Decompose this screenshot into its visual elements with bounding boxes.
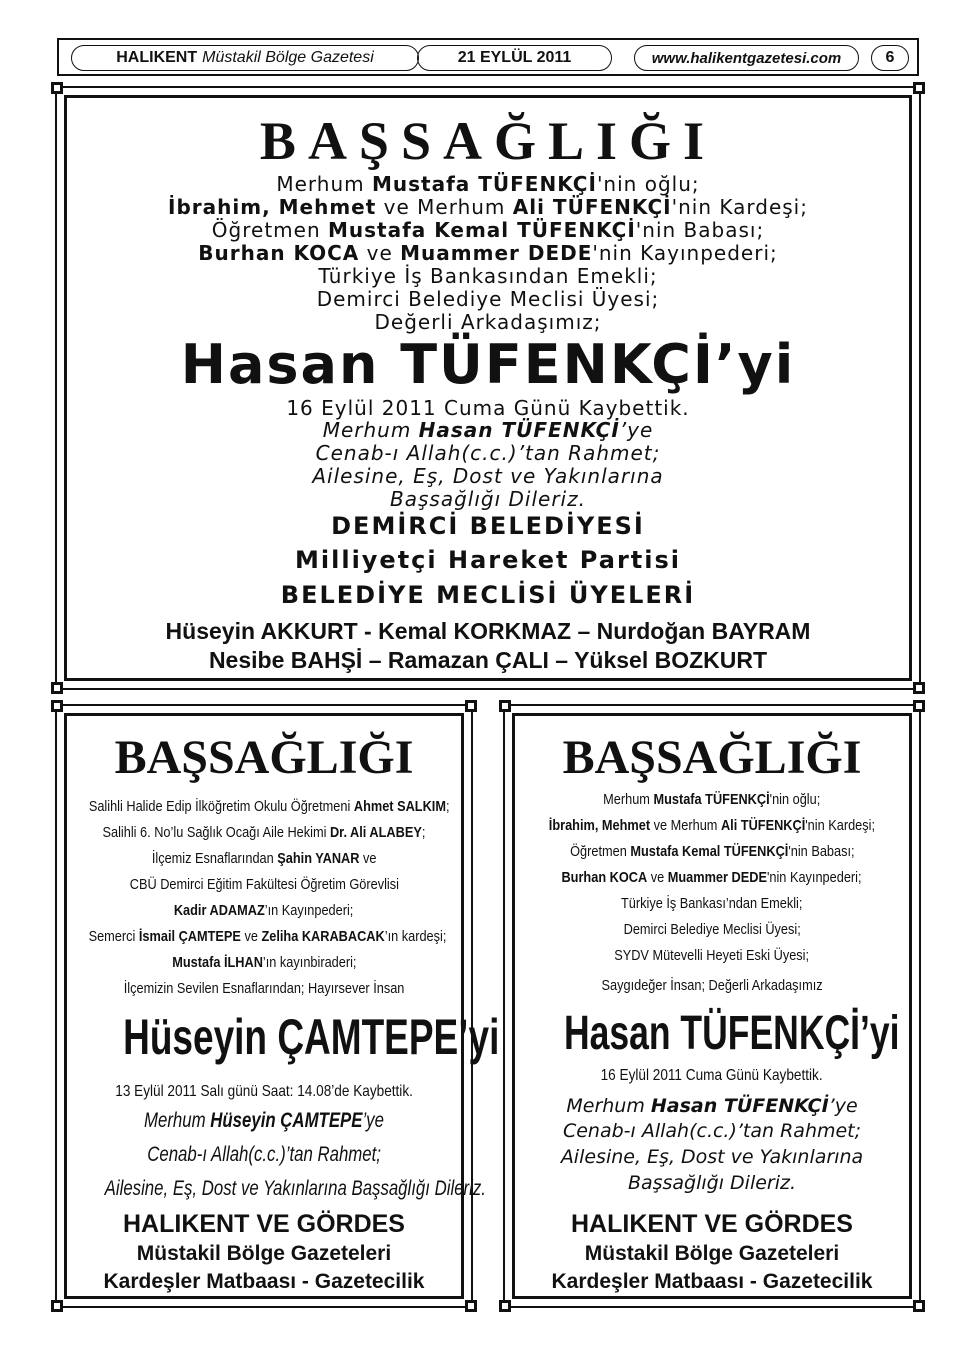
text-line: CBÜ Demirci Eğitim Fakültesi Öğretim Görevlisi <box>129 876 399 893</box>
deceased-name: Hasan TÜFENKÇİ’yi <box>180 333 796 396</box>
text-line: Salihli 6. No’lu Sağlık Ocağı Aile Hekimi Dr. Ali ALABEY; <box>102 824 426 841</box>
condolence-ad-top <box>55 86 921 690</box>
page-header <box>57 38 919 76</box>
text-line: 13 Eylül 2011 Salı günü Saat: 14.08’de Kaybettik. <box>115 1083 413 1100</box>
text-line: Merhum Hasan TÜFENKÇİ’ye <box>322 418 654 442</box>
text-line: Öğretmen Mustafa Kemal TÜFENKÇİ'nin Babası; <box>569 843 855 860</box>
ad-title: BAŞSAĞLIĞI <box>114 731 414 784</box>
corner-ornament <box>465 1300 477 1312</box>
text-line: İbrahim, Mehmet ve Merhum Ali TÜFENKÇİ'nin Kardeşi; <box>168 195 808 219</box>
text-line: Mustafa İLHAN’ın kayınbiraderi; <box>171 954 357 971</box>
paper-name-sub: Müstakil Bölge Gazetesi <box>202 49 374 66</box>
text-line: Başsağlığı Dileriz. <box>627 1172 797 1194</box>
text-line: Cenab-ı Allah(c.c.)’tan Rahmet; <box>315 441 661 465</box>
text-line: Demirci Belediye Meclisi Üyesi; <box>316 287 660 311</box>
website-link[interactable]: www.halikentgazetesi.com <box>634 45 859 71</box>
signature-line: HALIKENT VE GÖRDES <box>123 1210 405 1238</box>
text-line: 16 Eylül 2011 Cuma Günü Kaybettik. <box>286 396 690 420</box>
text-line: Değerli Arkadaşımız; <box>374 310 602 334</box>
corner-ornament <box>51 1300 63 1312</box>
text-line: 16 Eylül 2011 Cuma Günü Kaybettik. <box>600 1067 824 1084</box>
corner-ornament <box>51 82 63 94</box>
text-line: Merhum Hüseyin ÇAMTEPE’ye <box>144 1109 384 1132</box>
text-line: Cenab-ı Allah(c.c.)’tan Rahmet; <box>562 1120 862 1142</box>
text-line: Semerci İsmail ÇAMTEPE ve Zeliha KARABACAK’ın kardeşi; <box>88 928 447 945</box>
deceased-name: Hüseyin ÇAMTEPE’yi <box>123 1009 500 1065</box>
corner-ornament <box>913 682 925 694</box>
org-name: Milliyetçi Hareket Partisi <box>295 546 681 574</box>
ad-title: BAŞSAĞLIĞI <box>562 731 862 784</box>
text-line: Ailesine, Eş, Dost ve Yakınlarına <box>560 1146 864 1168</box>
deceased-name: Hasan TÜFENKÇİ’yi <box>563 1007 900 1060</box>
text-line: Cenab-ı Allah(c.c.)’tan Rahmet; <box>147 1143 381 1166</box>
text-line: Merhum Mustafa TÜFENKÇİ'nin oğlu; <box>276 172 700 196</box>
text-line: Öğretmen Mustafa Kemal TÜFENKÇİ'nin Babası; <box>211 218 765 242</box>
text-line: Ailesine, Eş, Dost ve Yakınlarına <box>312 464 664 488</box>
text-line: Türkiye İş Bankasından Emekli; <box>318 264 658 288</box>
signature-line: Müstakil Bölge Gazeteleri <box>584 1242 840 1265</box>
text-line: SYDV Mütevelli Heyeti Eski Üyesi; <box>614 947 810 964</box>
text-line: Merhum Mustafa TÜFENKÇİ'nin oğlu; <box>603 791 821 808</box>
member-names: Hüseyin AKKURT - Kemal KORKMAZ – Nurdoğan BAYRAM <box>165 618 811 644</box>
text-line: Saygıdeğer İnsan; Değerli Arkadaşımız <box>601 977 823 994</box>
corner-ornament <box>913 1300 925 1312</box>
text-line: Burhan KOCA ve Muammer DEDE'nin Kayınpederi; <box>561 869 863 886</box>
issue-date: 21 EYLÜL 2011 <box>417 45 612 71</box>
condolence-ad-left <box>55 704 500 1308</box>
text-line: Kadir ADAMAZ’ın Kayınpederi; <box>174 902 354 919</box>
text-line: İlçemiz Esnaflarından Şahin YANAR ve <box>151 850 377 867</box>
ad-title: BAŞSAĞLIĞI <box>259 111 717 171</box>
text-line: Burhan KOCA ve Muammer DEDE'nin Kayınpederi; <box>198 241 778 265</box>
org-name: BELEDİYE MECLİSİ ÜYELERİ <box>280 581 696 609</box>
member-names: Nesibe BAHŞİ – Ramazan ÇALI – Yüksel BOZKURT <box>208 647 768 673</box>
text-line: Ailesine, Eş, Dost ve Yakınlarına Başsağlığı Dileriz. <box>104 1177 486 1200</box>
condolence-ad-right <box>503 704 921 1308</box>
text-line: Başsağlığı Dileriz. <box>390 487 586 511</box>
text-line: Merhum Hasan TÜFENKÇİ’ye <box>566 1095 858 1117</box>
corner-ornament <box>913 82 925 94</box>
corner-ornament <box>51 700 63 712</box>
signature-line: Kardeşler Matbaası - Gazetecilik <box>103 1270 425 1293</box>
signature-line: HALIKENT VE GÖRDES <box>571 1210 853 1238</box>
signature-line: Kardeşler Matbaası - Gazetecilik <box>551 1270 873 1293</box>
paper-name-bold: HALIKENT <box>116 49 198 66</box>
corner-ornament <box>51 682 63 694</box>
corner-ornament <box>499 700 511 712</box>
corner-ornament <box>499 1300 511 1312</box>
text-line: Türkiye İş Bankası’ndan Emekli; <box>621 895 803 912</box>
text-line: İlçemizin Sevilen Esnaflarından; Hayırsever İnsan <box>123 980 405 997</box>
text-line: Demirci Belediye Meclisi Üyesi; <box>623 921 801 938</box>
signature-line: Müstakil Bölge Gazeteleri <box>136 1242 392 1265</box>
corner-ornament <box>465 700 477 712</box>
text-line: Salihli Halide Edip İlköğretim Okulu Öğretmeni Ahmet SALKIM; <box>88 798 450 815</box>
text-line: İbrahim, Mehmet ve Merhum Ali TÜFENKÇİ'nin Kardeşi; <box>548 817 876 834</box>
page-number: 6 <box>871 45 909 71</box>
org-name: DEMİRCİ BELEDİYESİ <box>331 512 645 540</box>
newspaper-name <box>71 45 419 71</box>
corner-ornament <box>913 700 925 712</box>
